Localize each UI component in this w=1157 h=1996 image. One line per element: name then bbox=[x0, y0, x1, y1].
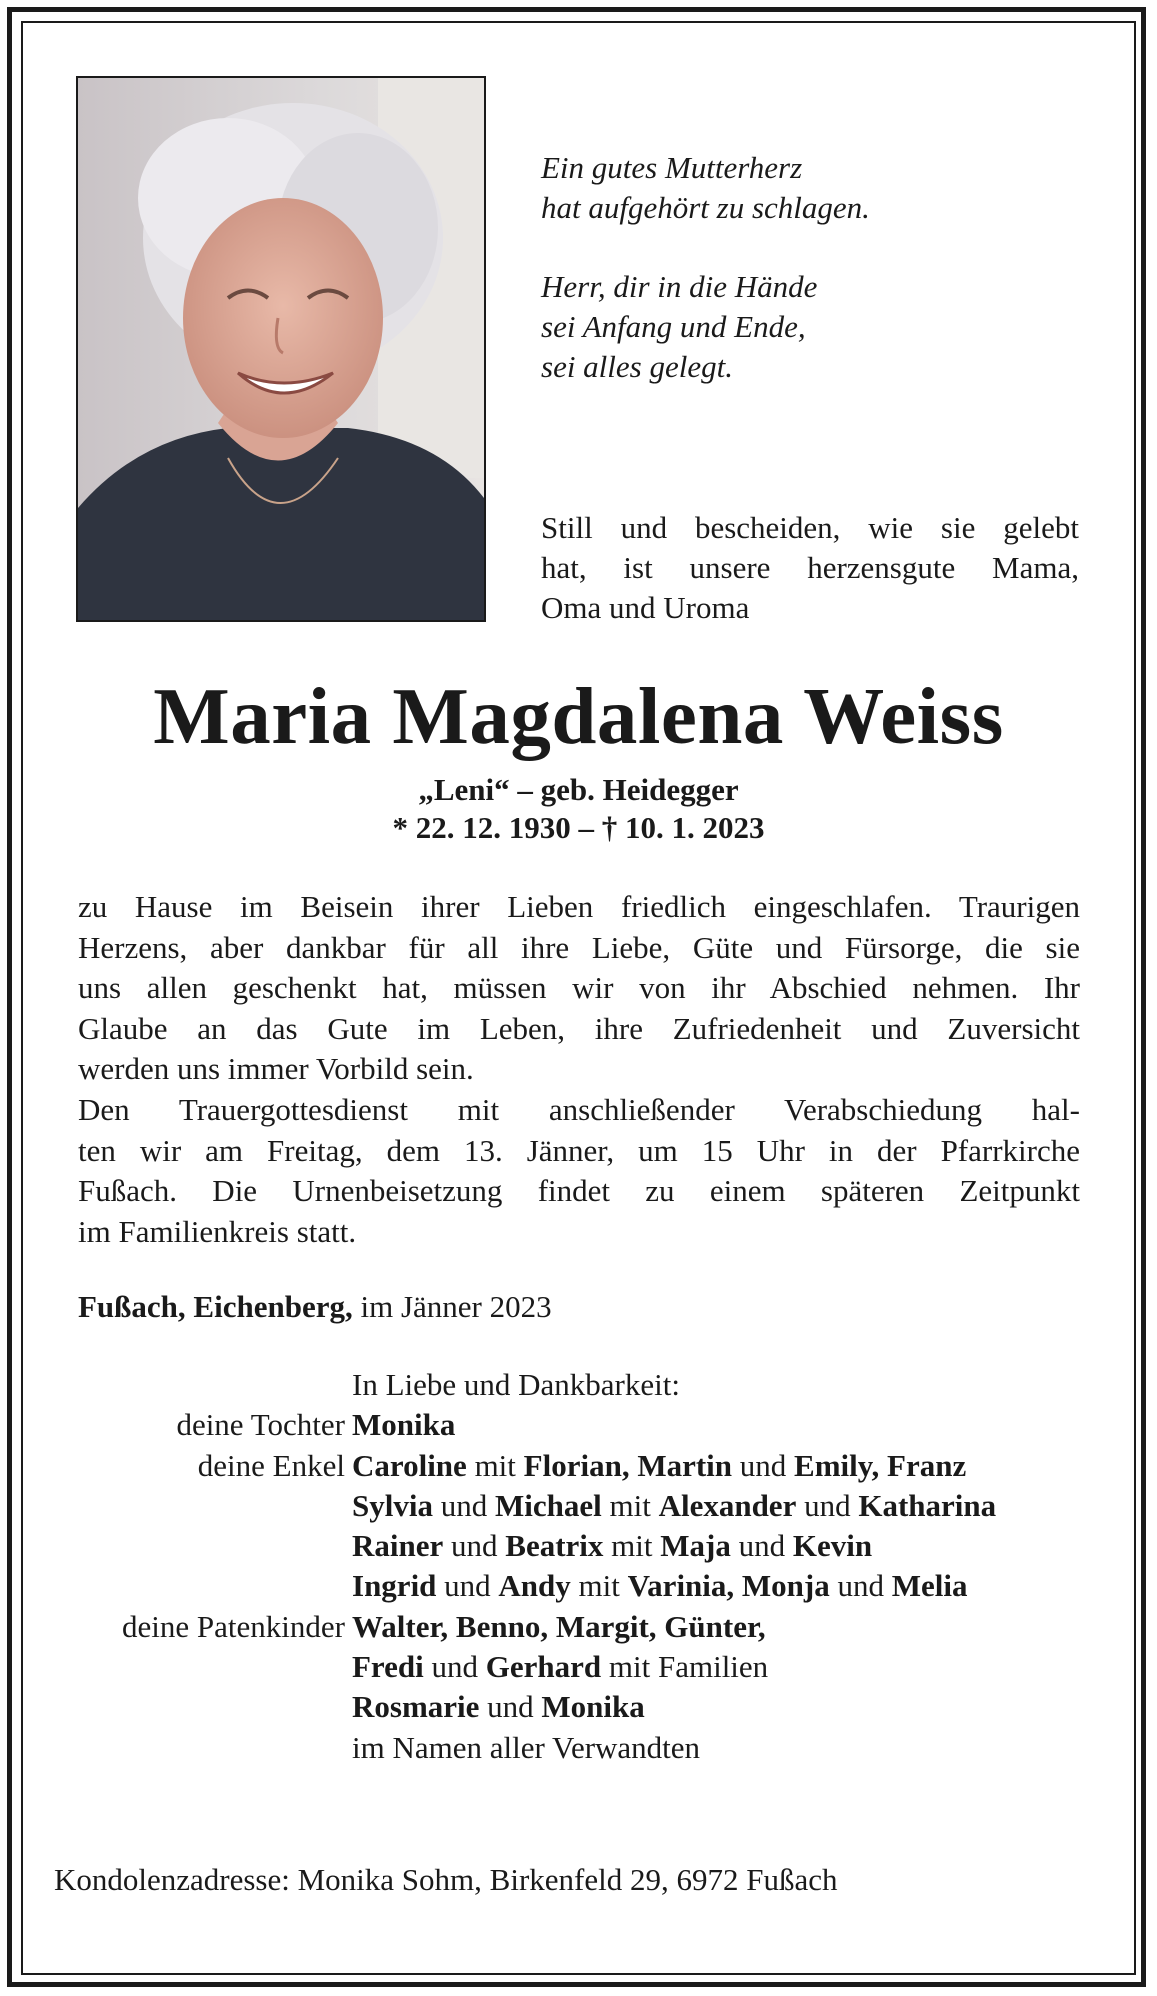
person-name: Melia bbox=[891, 1568, 968, 1604]
verse-stanza-2 bbox=[541, 267, 817, 387]
godchildren-line bbox=[352, 1647, 768, 1687]
mourners-heading: In Liebe und Dankbarkeit: bbox=[352, 1367, 680, 1402]
closing-line: im Namen aller Verwandten bbox=[352, 1729, 701, 1765]
grandchildren-line bbox=[352, 1486, 996, 1526]
body-line: zu Hause im Beisein ihrer Lieben friedlich eingeschlafen. Traurigen bbox=[78, 889, 1080, 924]
intro-line: Still und bescheiden, wie sie gelebt bbox=[541, 510, 1079, 545]
body-line: ten wir am Freitag, dem 13. Jänner, um 15 Uhr in der Pfarrkirche bbox=[78, 1132, 1080, 1168]
body-line: Fußach. Die Urnenbeisetzung findet zu einem späteren Zeitpunkt bbox=[78, 1173, 1080, 1209]
person-name: Florian, Martin bbox=[523, 1447, 733, 1483]
connector-text: und bbox=[432, 1487, 495, 1523]
connector-text: mit bbox=[601, 1487, 659, 1523]
person-name: Andy bbox=[498, 1568, 571, 1604]
deceased-name: Maria Magdalena Weiss bbox=[153, 671, 1004, 761]
nickname-maiden-name: „Leni“ – geb. Heidegger bbox=[418, 772, 739, 807]
connector-text: und bbox=[443, 1528, 506, 1564]
person-name: Kevin bbox=[792, 1528, 873, 1564]
daughter-name: Monika bbox=[352, 1407, 456, 1443]
relation-label-daughter: deine Tochter bbox=[176, 1407, 345, 1443]
person-name: Emily, Franz bbox=[794, 1447, 967, 1483]
place-date-line bbox=[78, 1287, 552, 1327]
month-year: im Jänner 2023 bbox=[352, 1289, 552, 1324]
person-name: Sylvia bbox=[352, 1487, 433, 1523]
connector-text: und bbox=[479, 1689, 542, 1725]
verse-line: Herr, dir in die Hände bbox=[541, 269, 818, 304]
relation-label-godchildren: deine Patenkinder bbox=[122, 1608, 345, 1644]
verse-stanza-1 bbox=[541, 148, 870, 228]
body-line: Den Trauergottesdienst mit anschließender Verabschiedung hal- bbox=[78, 1091, 1080, 1127]
connector-text: mit bbox=[603, 1528, 661, 1564]
person-name: Fredi bbox=[352, 1649, 424, 1685]
condolence-address: Kondolenzadresse: Monika Sohm, Birkenfeld 29, 6972 Fußach bbox=[54, 1862, 838, 1897]
relation-label-grandchildren: deine Enkel bbox=[197, 1447, 345, 1483]
grandchildren-line bbox=[352, 1446, 966, 1486]
connector-text: und bbox=[436, 1568, 499, 1604]
connector-text: mit bbox=[466, 1447, 524, 1483]
connector-text: und bbox=[796, 1487, 859, 1523]
person-name: Rainer bbox=[352, 1528, 444, 1564]
person-name: Monika bbox=[541, 1689, 645, 1725]
connector-text: und bbox=[730, 1528, 793, 1564]
connector-text: und bbox=[732, 1447, 795, 1483]
person-name: Gerhard bbox=[485, 1649, 602, 1685]
person-name: Rosmarie bbox=[352, 1689, 480, 1725]
verse-line: sei Anfang und Ende, bbox=[541, 309, 806, 344]
intro-line: hat, ist unsere herzensgute Mama, bbox=[541, 550, 1079, 585]
mourners-list bbox=[0, 1365, 1157, 1768]
person-name: Beatrix bbox=[505, 1528, 604, 1564]
obituary-body bbox=[78, 887, 1080, 1252]
godchildren-line bbox=[352, 1687, 645, 1727]
verse-line: sei alles gelegt. bbox=[541, 349, 733, 384]
body-line: Herzens, aber dankbar für all ihre Liebe, Güte und Fürsorge, die sie bbox=[78, 929, 1080, 965]
verse-line: Ein gutes Mutterherz bbox=[541, 150, 803, 185]
body-line: im Familienkreis statt. bbox=[78, 1213, 357, 1249]
portrait-illustration bbox=[78, 78, 484, 620]
grandchildren-line bbox=[352, 1526, 872, 1566]
verse-line: hat aufgehört zu schlagen. bbox=[541, 190, 870, 225]
grandchildren-line bbox=[352, 1566, 967, 1606]
person-name: Walter, Benno, Margit, Günter, bbox=[352, 1608, 766, 1644]
person-name: Varinia, Monja bbox=[627, 1568, 830, 1604]
connector-text: mit bbox=[570, 1568, 628, 1604]
body-line: werden uns immer Vorbild sein. bbox=[78, 1051, 474, 1087]
godchildren-line bbox=[352, 1607, 766, 1647]
place-names: Fußach, Eichenberg, bbox=[78, 1289, 353, 1324]
person-name: Michael bbox=[494, 1487, 602, 1523]
person-name: Maja bbox=[660, 1528, 731, 1564]
body-line: Glaube an das Gute im Leben, ihre Zufriedenheit und Zuversicht bbox=[78, 1010, 1080, 1046]
intro-line: Oma und Uroma bbox=[541, 590, 750, 625]
life-dates: * 22. 12. 1930 – † 10. 1. 2023 bbox=[392, 810, 765, 845]
person-name: Caroline bbox=[352, 1447, 467, 1483]
intro-text bbox=[541, 508, 1079, 628]
connector-text: mit Familien bbox=[601, 1649, 769, 1685]
person-name: Katharina bbox=[858, 1487, 997, 1523]
connector-text: und bbox=[829, 1568, 892, 1604]
body-line: uns allen geschenkt hat, müssen wir von ihr Abschied nehmen. Ihr bbox=[78, 970, 1080, 1006]
person-name: Ingrid bbox=[352, 1568, 437, 1604]
connector-text: und bbox=[423, 1649, 486, 1685]
person-name: Alexander bbox=[658, 1487, 797, 1523]
portrait-photo bbox=[76, 76, 486, 622]
